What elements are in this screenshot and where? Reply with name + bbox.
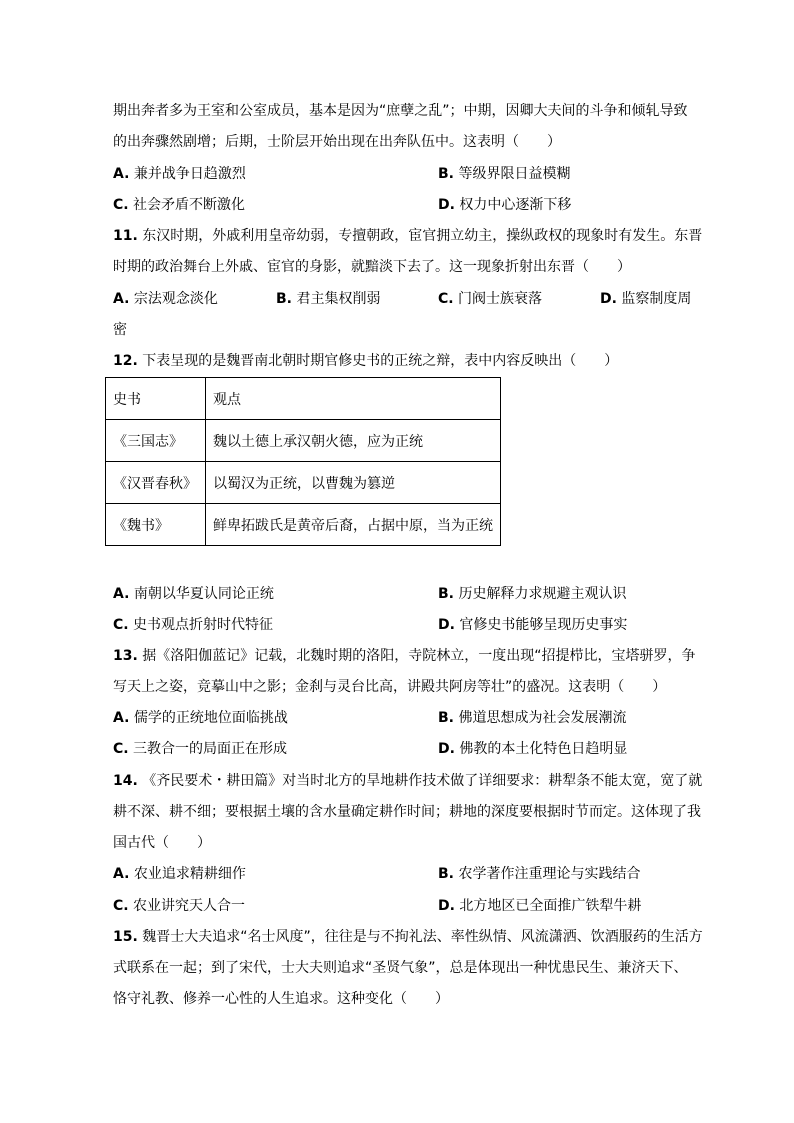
table-row [106, 504, 501, 546]
table-header-cell: 观点 [206, 378, 501, 420]
q14-stem-line-3: 国古代（ ） [113, 835, 211, 851]
q10-option-b: B. 等级界限日益模糊 [438, 166, 571, 182]
q10-option-c: C. 社会矛盾不断激化 [113, 197, 246, 213]
q10-stem-line-2: 的出奔骤然剧增；后期，士阶层开始出现在出奔队伍中。这表明（ ） [113, 134, 561, 150]
q10-stem-line-1: 期出奔者多为王室和公室成员，基本是因为“庶孽之乱”；中期，因卿大夫间的斗争和倾轧导致 [113, 103, 688, 119]
q10-option-a: A. 兼并战争日趋激烈 [113, 166, 246, 182]
q15-stem-line-2: 式联系在一起；到了宋代，士大夫则追求“圣贤气象”，总是体现出一种忧患民生、兼济天下、 [113, 960, 688, 976]
q11-option-d-wrap: 密 [113, 322, 127, 338]
q11-option-d: D. 监察制度周 [600, 291, 692, 307]
q14-option-a: A. 农业追求精耕细作 [113, 866, 246, 882]
q14-stem-line-1: 14. 《齐民要术・耕田篇》对当时北方的旱地耕作技术做了详细要求：耕犁条不能太宽，宽了就 [113, 773, 703, 789]
table-header-cell: 史书 [106, 378, 206, 420]
q13-option-b: B. 佛道思想成为社会发展潮流 [438, 710, 627, 726]
q12-option-a: A. 南朝以华夏认同论正统 [113, 586, 274, 602]
q11-option-c: C. 门阀士族衰落 [438, 291, 543, 307]
q13-option-a: A. 儒学的正统地位面临挑战 [113, 710, 288, 726]
table-cell: 《三国志》 [106, 420, 206, 462]
q15-stem-line-1: 15. 魏晋士大夫追求“名士风度”，往往是与不拘礼法、率性纵情、风流潇洒、饮酒服药的生活方 [113, 929, 703, 945]
table-header-row [106, 378, 501, 420]
q14-option-b: B. 农学著作注重理论与实践结合 [438, 866, 641, 882]
table-cell: 《魏书》 [106, 504, 206, 546]
q12-stem: 12. 下表呈现的是魏晋南北朝时期官修史书的正统之辩，表中内容反映出（ ） [113, 353, 619, 369]
q13-stem-line-1: 13. 据《洛阳伽蓝记》记载，北魏时期的洛阳，寺院林立，一度出现“招提栉比，宝塔骈罗，争 [113, 648, 696, 664]
q15-stem-line-3: 恪守礼教、修养一心性的人生追求。这种变化（ ） [113, 991, 449, 1007]
q11-option-b: B. 君主集权削弱 [276, 291, 381, 307]
table-row [106, 462, 501, 504]
table-cell: 以蜀汉为正统，以曹魏为篡逆 [206, 462, 501, 504]
q14-option-d: D. 北方地区已全面推广铁犁牛耕 [438, 898, 642, 914]
q13-option-d: D. 佛教的本土化特色日趋明显 [438, 741, 628, 757]
q12-option-c: C. 史书观点折射时代特征 [113, 617, 274, 633]
q12-option-b: B. 历史解释力求规避主观认识 [438, 586, 627, 602]
table-row [106, 420, 501, 462]
q11-number: 11. [113, 228, 138, 244]
table-cell: 鲜卑拓跋氏是黄帝后裔，占据中原，当为正统 [206, 504, 501, 546]
q13-stem-line-2: 写天上之姿，竞摹山中之影；金刹与灵台比高，讲殿共阿房等壮”的盛况。这表明（ ） [113, 679, 667, 695]
table-cell: 魏以土德上承汉朝火德，应为正统 [206, 420, 501, 462]
q11-stem-line-2: 时期的政治舞台上外戚、宦官的身影，就黯淡下去了。这一现象折射出东晋（ ） [113, 259, 631, 275]
q12-option-d: D. 官修史书能够呈现历史事实 [438, 617, 628, 633]
q11-option-a: A. 宗法观念淡化 [113, 291, 218, 307]
q14-stem-line-2: 耕不深、耕不细；要根据土壤的含水量确定耕作时间；耕地的深度要根据时节而定。这体现了我 [113, 804, 701, 820]
q13-number: 13. [113, 648, 138, 664]
q13-option-c: C. 三教合一的局面正在形成 [113, 741, 288, 757]
q12-number: 12. [113, 353, 138, 369]
q10-option-d: D. 权力中心逐渐下移 [438, 197, 572, 213]
history-table [105, 377, 501, 546]
q14-option-c: C. 农业讲究天人合一 [113, 898, 246, 914]
q11-stem-line-1: 11. 东汉时期，外戚利用皇帝幼弱，专擅朝政，宦官拥立幼主，操纵政权的现象时有发生。东晋 [113, 228, 703, 244]
table-cell: 《汉晋春秋》 [106, 462, 206, 504]
q15-number: 15. [113, 929, 138, 945]
q14-number: 14. [113, 773, 138, 789]
